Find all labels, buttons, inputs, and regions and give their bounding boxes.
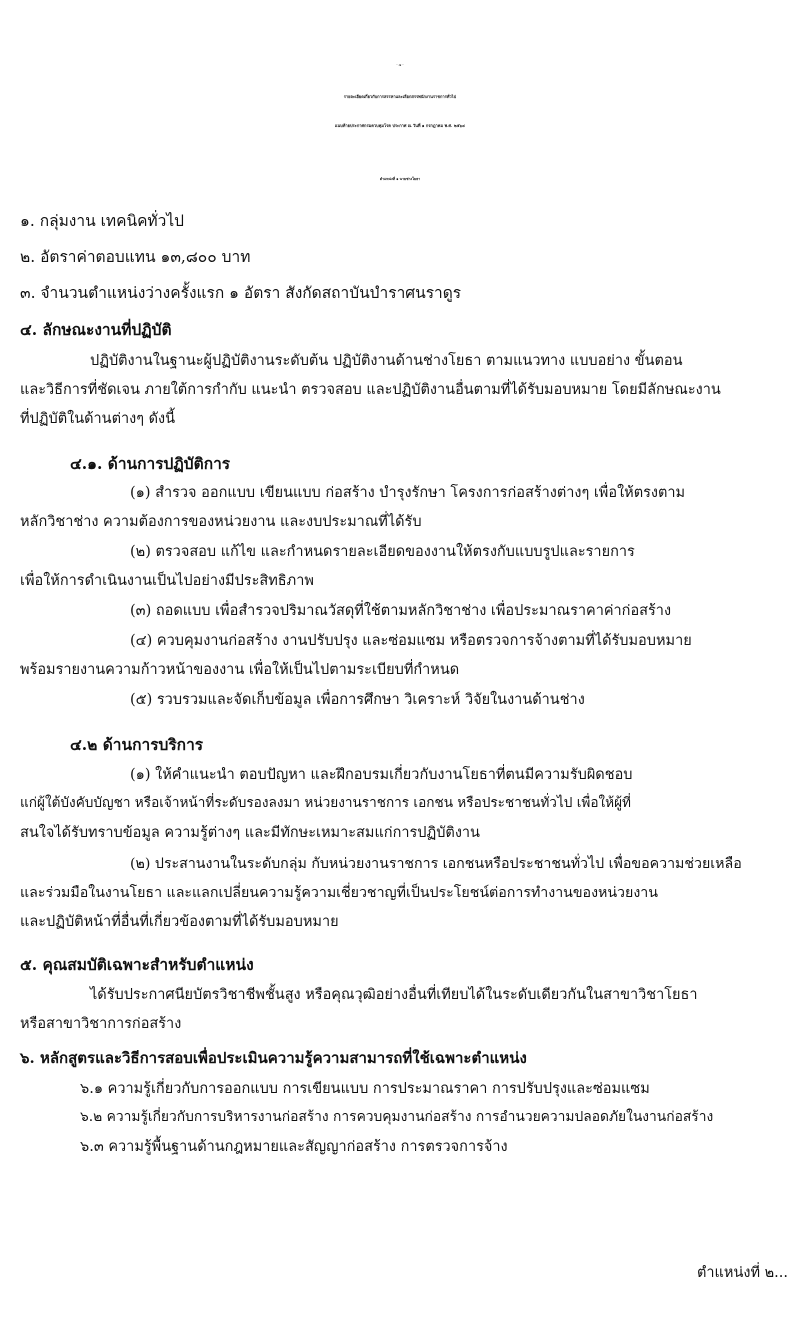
section4-intro-line-1: ปฏิบัติงานในฐานะผู้ปฏิบัติงานระดับต้น ปฏิบัติงานด้านช่างโยธา ตามแนวทาง แบบอย่าง ขั้นตอน [90,353,683,369]
item-salary: ๒. อัตราค่าตอบแทน ๑๓,๘๐๐ บาท [20,248,251,266]
duty-3-line-1: (๓) ถอดแบบ เพื่อสำรวจปริมาณวัสดุที่ใช้ตามหลักวิชาช่าง เพื่อประมาณราคาค่าก่อสร้าง [130,603,672,619]
service-2-line-2: และร่วมมือในงานโยธา และแลกเปลี่ยนความรู้ความเชี่ยวชาญที่เป็นประโยชน์ต่อการทำงานของหน่วยงาน [20,885,658,901]
item-group: ๑. กลุ่มงาน เทคนิคทั่วไป [20,212,184,230]
duty-1-line-2: หลักวิชาช่าง ความต้องการของหน่วยงาน และงบประมาณที่ได้รับ [20,514,422,530]
service-1-line-1: (๑) ให้คำแนะนำ ตอบปัญหา และฝึกอบรมเกี่ยวกับงานโยธาที่ตนมีความรับผิดชอบ [130,767,633,783]
service-2-line-3: และปฏิบัติหน้าที่อื่นที่เกี่ยวข้องตามที่ได้รับมอบหมาย [20,914,339,930]
service-1-line-2: แก่ผู้ใต้บังคับบัญชา หรือเจ้าหน้าที่ระดับรองลงมา หน่วยงานราชการ เอกชน หรือประชาชนทั่วไป เพื่อให้ผู้ที่ [20,795,632,811]
header-line-1: รายละเอียดเกี่ยวกับการสรรหาและเลือกสรรพนักงานราชการทั่วไป [343,94,457,99]
section6-item-3: ๖.๓ ความรู้พื้นฐานด้านกฎหมายและสัญญาก่อสร้าง การตรวจการจ้าง [80,1139,508,1155]
service-2-line-1: (๒) ประสานงานในระดับกลุ่ม กับหน่วยงานราชการ เอกชนหรือประชาชนทั่วไป เพื่อขอความช่วยเหลือ [130,856,742,872]
service-1-line-3: สนใจได้รับทราบข้อมูล ความรู้ต่างๆ และมีทักษะเหมาะสมแก่การปฏิบัติงาน [20,825,480,841]
duty-4-line-2: พร้อมรายงานความก้าวหน้าของงาน เพื่อให้เป็นไปตามระเบียบที่กำหนด [20,662,460,678]
section4-1-heading: ๔.๑. ด้านการปฏิบัติการ [70,454,231,473]
page-number: - ๗ - [396,63,404,67]
header-line-2: แนบท้ายประกาศกรมควบคุมโรค ประกาศ ณ วันที่ ๑ กรกฎาคม พ.ศ. ๒๕๖๔ [334,123,466,128]
section5-line-2: หรือสาขาวิชาการก่อสร้าง [20,1016,182,1032]
continue-footer: ตำแหน่งที่ ๒... [696,1265,788,1281]
position-title: ตำแหน่งที่ ๑ นายช่างโยธา [379,177,421,181]
section4-2-heading: ๔.๒ ด้านการบริการ [70,735,204,754]
section6-item-1: ๖.๑ ความรู้เกี่ยวกับการออกแบบ การเขียนแบบ การประมาณราคา การปรับปรุงและซ่อมแซม [80,1081,650,1097]
section5-heading: ๕. คุณสมบัติเฉพาะสำหรับตำแหน่ง [20,955,254,974]
section4-heading: ๔. ลักษณะงานที่ปฏิบัติ [20,320,172,339]
section5-line-1: ได้รับประกาศนียบัตรวิชาชีพชั้นสูง หรือคุณวุฒิอย่างอื่นที่เทียบได้ในระดับเดียวกันในสาขาวิชาโยธา [90,987,698,1003]
section4-intro-line-3: ที่ปฏิบัติในด้านต่างๆ ดังนี้ [20,411,176,427]
duty-5-line-1: (๕) รวบรวมและจัดเก็บข้อมูล เพื่อการศึกษา วิเคราะห์ วิจัยในงานด้านช่าง [130,692,585,708]
duty-4-line-1: (๔) ควบคุมงานก่อสร้าง งานปรับปรุง และซ่อมแซม หรือตรวจการจ้างตามที่ได้รับมอบหมาย [130,633,692,649]
duty-1-line-1: (๑) สำรวจ ออกแบบ เขียนแบบ ก่อสร้าง บำรุงรักษา โครงการก่อสร้างต่างๆ เพื่อให้ตรงตาม [130,485,686,501]
item-vacancy: ๓. จำนวนตำแหน่งว่างครั้งแรก ๑ อัตรา สังกัดสถาบันบำราศนราดูร [20,284,462,302]
duty-2-line-1: (๒) ตรวจสอบ แก้ไข และกำหนดรายละเอียดของงานให้ตรงกับแบบรูปและรายการ [130,544,635,560]
section6-heading: ๖. หลักสูตรและวิธีการสอบเพื่อประเมินความรู้ความสามารถที่ใช้เฉพาะตำแหน่ง [20,1049,527,1067]
section6-item-2: ๖.๒ ความรู้เกี่ยวกับการบริหารงานก่อสร้าง การควบคุมงานก่อสร้าง การอำนวยความปลอดภัยในงานก่อสร้าง [80,1109,714,1125]
section4-intro-line-2: และวิธีการที่ชัดเจน ภายใต้การกำกับ แนะนำ ตรวจสอบ และปฏิบัติงานอื่นตามที่ได้รับมอบหมาย โดยมีลักษณะงาน [20,382,721,398]
duty-2-line-2: เพื่อให้การดำเนินงานเป็นไปอย่างมีประสิทธิภาพ [20,573,314,589]
